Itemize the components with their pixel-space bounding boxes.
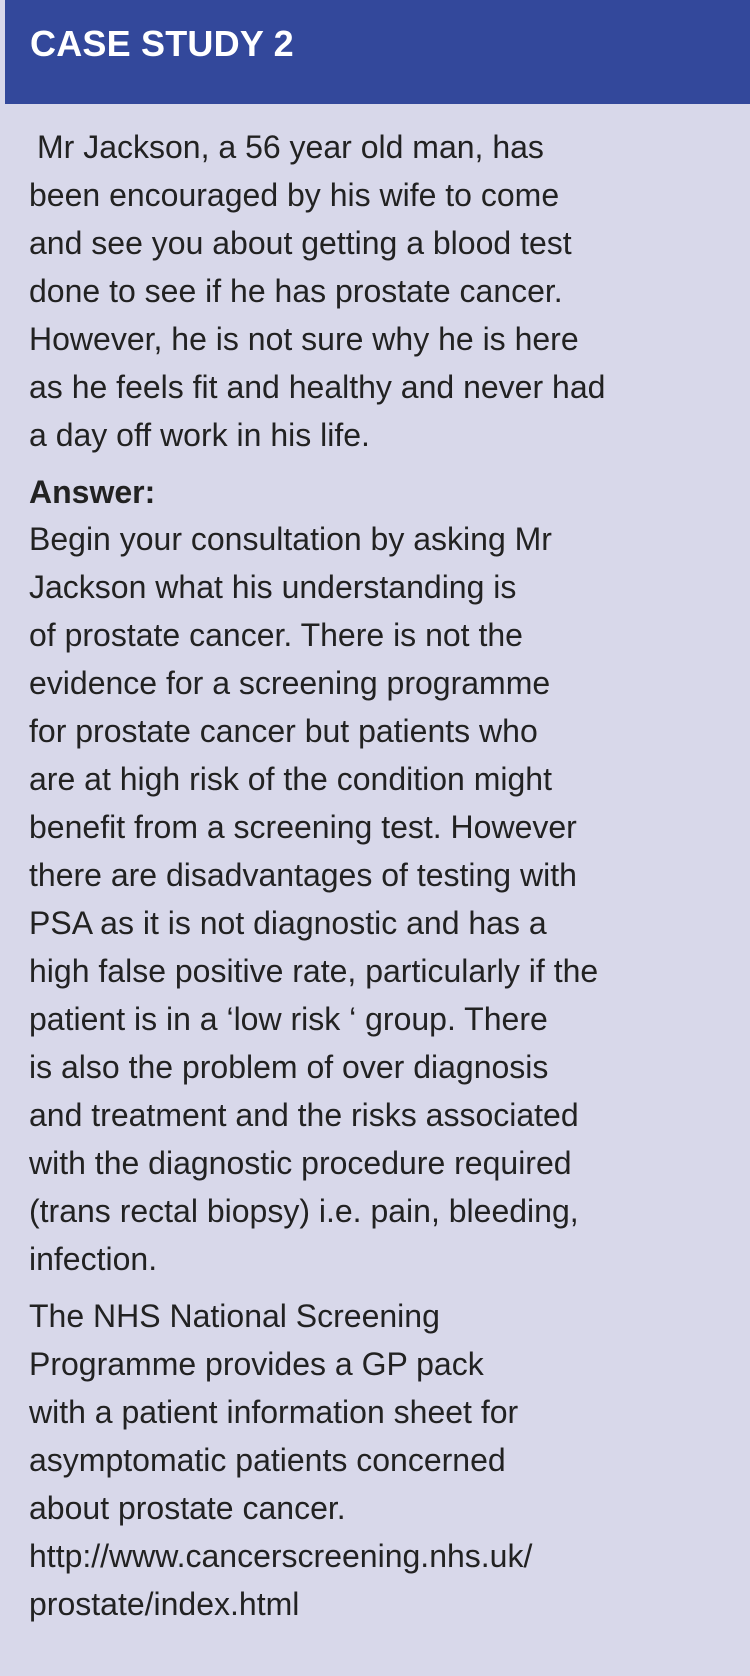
answer-line: (trans rectal biopsy) i.e. pain, bleeding, <box>29 1193 579 1229</box>
resource-line: The NHS National Screening <box>29 1298 440 1334</box>
scenario-line: a day off work in his life. <box>29 417 370 453</box>
resource-line: Programme provides a GP pack <box>29 1346 484 1382</box>
resource-line: with a patient information sheet for <box>29 1394 519 1430</box>
case-scenario <box>29 123 741 459</box>
answer-heading: Answer: <box>29 474 156 510</box>
answer-line: of prostate cancer. There is not the <box>29 617 523 653</box>
answer-line: are at high risk of the condition might <box>29 761 552 797</box>
scenario-line: Mr Jackson, a 56 year old man, has <box>37 129 544 165</box>
answer-line: patient is in a ‘low risk ‘ group. There <box>29 1001 548 1037</box>
resource-note <box>29 1292 741 1628</box>
answer-line: Begin your consultation by asking Mr <box>29 521 552 557</box>
resource-url: prostate/index.html <box>29 1586 300 1622</box>
answer-line: evidence for a screening programme <box>29 665 551 701</box>
resource-url: http://www.cancerscreening.nhs.uk/ <box>29 1538 533 1574</box>
answer-line: PSA as it is not diagnostic and has a <box>29 905 547 941</box>
answer-line: high false positive rate, particularly if the <box>29 953 599 989</box>
scenario-line: as he feels fit and healthy and never had <box>29 369 606 405</box>
answer-line: infection. <box>29 1241 158 1277</box>
answer-line: for prostate cancer but patients who <box>29 713 538 749</box>
answer-line: there are disadvantages of testing with <box>29 857 577 893</box>
answer-line: Jackson what his understanding is <box>29 569 517 605</box>
answer-line: and treatment and the risks associated <box>29 1097 579 1133</box>
scenario-line: and see you about getting a blood test <box>29 225 572 261</box>
answer-text <box>29 515 741 1283</box>
scenario-line: been encouraged by his wife to come <box>29 177 560 213</box>
answer-line: is also the problem of over diagnosis <box>29 1049 549 1085</box>
case-study-title: CASE STUDY 2 <box>30 23 294 64</box>
scenario-line: done to see if he has prostate cancer. <box>29 273 563 309</box>
answer-line: with the diagnostic procedure required <box>29 1145 572 1181</box>
resource-line: asymptomatic patients concerned <box>29 1442 506 1478</box>
answer-line: benefit from a screening test. However <box>29 809 577 845</box>
scenario-line: However, he is not sure why he is here <box>29 321 579 357</box>
case-study-body <box>29 123 741 1628</box>
resource-line: about prostate cancer. <box>29 1490 346 1526</box>
case-study-header <box>5 0 750 104</box>
